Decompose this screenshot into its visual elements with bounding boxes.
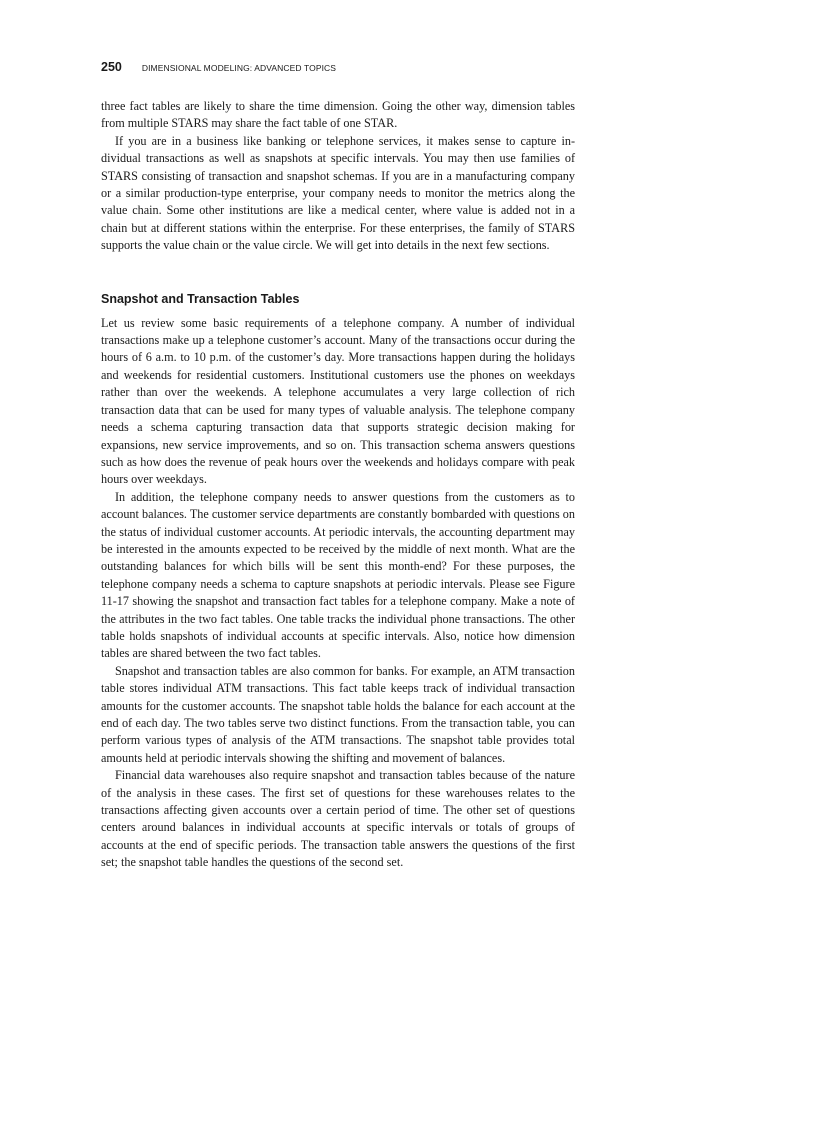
section-heading: Snapshot and Transaction Tables [101,291,300,306]
paragraph: In addition, the telephone company needs to answer questions from the customers as to account balances. The customer service departments are constantly bombarded with questions on the status of individual customer accounts. At periodic intervals, the accounting department may be interested in the amounts expected to be received by the middle of next month. What are the outstanding balances for which bills will be sent this month-end? For these purposes, the telephone company needs a schema to capture snapshots at periodic intervals. Please see Figure 11-17 showing the snapshot and transaction fact tables for a telephone company. Make a note of the attributes in the two fact tables. One table tracks the individual phone transactions. The other table holds snapshots of individual accounts at specific intervals. Also, notice how dimension tables are shared between the two fact tables. [101,489,575,661]
paragraph: If you are in a business like banking or telephone services, it makes sense to capture individual transactions as well as snapshots at specific intervals. You may then use families of STARS consisting of transaction and snapshot schemas. If you are in a manufacturing company or a similar production-type enterprise, your company needs to monitor the metrics along the value chain. Some other institutions are like a medical center, where value is added not in a chain but at different stations within the enterprise. For these enterprises, the family of STARS supports the value chain or the value circle. We will get into details in the next few sections. [101,133,575,253]
paragraph: Snapshot and transaction tables are also common for banks. For example, an ATM transaction table stores individual ATM transactions. This fact table keeps track of individual transaction amounts for the customer accounts. The snapshot table holds the balance for each account at the end of each day. The two tables serve two distinct functions. From the transaction table, you can perform various types of analysis of the ATM transactions. The snapshot table provides total amounts held at periodic intervals showing the shifting and movement of balances. [101,663,575,765]
running-head [101,60,575,80]
paragraph: three fact tables are likely to share the time dimension. Going the other way, dimension tables from multiple STARS may share the fact table of one STAR. [101,99,575,131]
running-title: DIMENSIONAL MODELING: ADVANCED TOPICS [141,63,337,73]
paragraph: Let us review some basic requirements of a telephone company. A number of individual transactions make up a telephone customer’s account. Many of the transactions occur during the hours of 6 a.m. to 10 p.m. of the customer’s day. More transactions happen during the holidays and weekends for residential customers. Institutional customers use the phones on weekdays rather than over the weekends. A telephone accumulates a very large collection of rich transaction data that can be used for many types of valuable analysis. The telephone company needs a schema capturing transaction data that supports strategic decision making for expansions, new service improvements, and so on. This transaction schema answers questions such as how does the revenue of peak hours over the weekends and holidays compare with peak hours over weekdays. [101,315,575,487]
book-page [101,60,575,872]
paragraph: Financial data warehouses also require snapshot and transaction tables because of the nature of the analysis in these cases. The first set of questions for these warehouses relates to the transactions affecting given accounts over a certain period of time. The other set of questions centers around balances in individual accounts at specific intervals or totals of groups of accounts at the end of specific periods. The transaction table answers the questions of the first set; the snapshot table handles the questions of the second set. [101,768,575,870]
page-number: 250 [101,60,122,74]
